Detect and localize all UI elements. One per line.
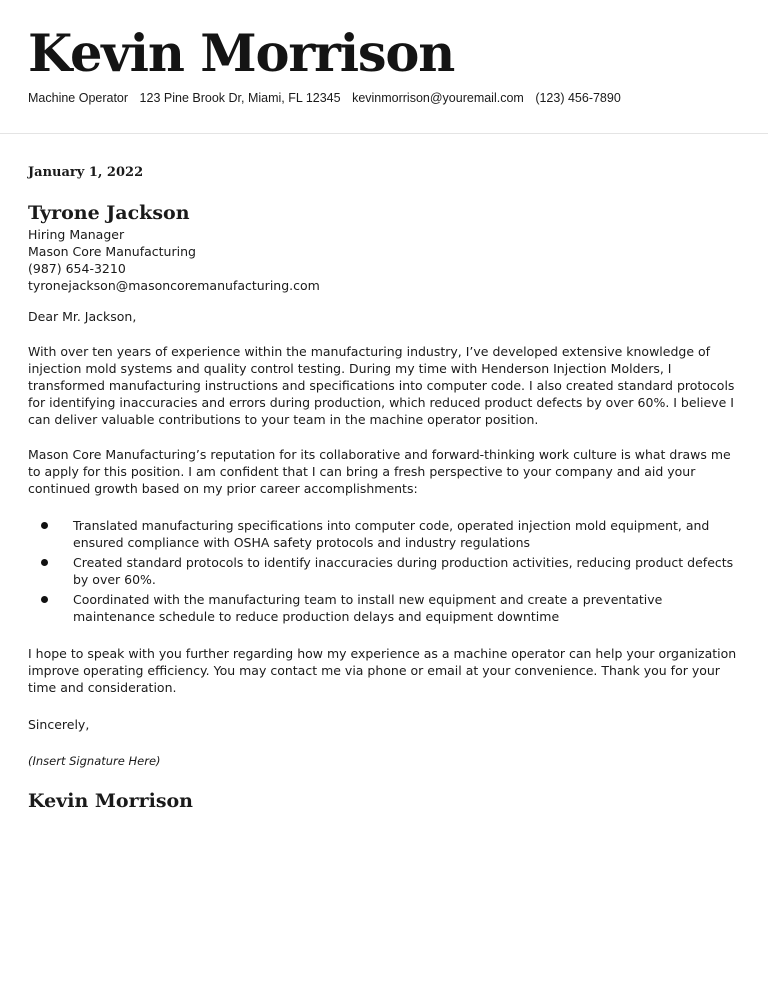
list-item-text: Created standard protocols to identify inaccuracies during production activities, reducing product defects by over 60%.	[73, 555, 734, 587]
signature-placeholder: (Insert Signature Here)	[28, 754, 161, 768]
list-item	[28, 554, 738, 588]
recipient-company: Mason Core Manufacturing	[28, 244, 196, 259]
bullet-icon	[41, 522, 48, 529]
paragraph-intro: With over ten years of experience within the manufacturing industry, I’ve developed extensive knowledge of injection mold systems and quality control testing. During my time with Henderson Injection Molders, I transformed manufacturing instructions and specifications into computer code. I also created standard protocols for identifying inaccuracies and errors during production, which reduced product defects by over 60%. I believe I can deliver valuable contributions to your team in the machine operator position.	[28, 344, 735, 427]
recipient-block	[28, 200, 738, 294]
list-item-text: Coordinated with the manufacturing team to install new equipment and create a preventative maintenance schedule to reduce production delays and equipment downtime	[73, 592, 663, 624]
paragraph-closing: I hope to speak with you further regarding how my experience as a machine operator can help your organization improve operating efficiency. You may contact me via phone or email at your convenience. Thank you for your time and consideration.	[28, 646, 737, 695]
sender-name: Kevin Morrison	[28, 24, 455, 84]
sender-contact-line	[28, 89, 621, 107]
sender-address: 123 Pine Brook Dr, Miami, FL 12345	[139, 91, 341, 105]
closing-word: Sincerely,	[28, 717, 90, 732]
recipient-title: Hiring Manager	[28, 227, 125, 242]
recipient-email: tyronejackson@masoncoremanufacturing.com	[28, 278, 320, 293]
sender-title: Machine Operator	[28, 91, 129, 105]
list-item	[28, 591, 738, 625]
letter-body	[28, 160, 738, 814]
letter-header	[0, 0, 768, 134]
list-item	[28, 517, 738, 551]
salutation: Dear Mr. Jackson,	[28, 309, 137, 324]
bullet-icon	[41, 596, 48, 603]
list-item-text: Translated manufacturing specifications into computer code, operated injection mold equipment, and ensured compliance with OSHA safety protocols and industry regulations	[73, 518, 710, 550]
signer-name: Kevin Morrison	[28, 790, 193, 812]
recipient-name: Tyrone Jackson	[28, 202, 190, 224]
bullet-icon	[41, 559, 48, 566]
recipient-phone: (987) 654-3210	[28, 261, 126, 276]
sender-email: kevinmorrison@youremail.com	[352, 91, 524, 105]
sender-phone: (123) 456-7890	[535, 91, 621, 105]
letter-date: January 1, 2022	[28, 165, 144, 180]
paragraph-motivation: Mason Core Manufacturing’s reputation for its collaborative and forward-thinking work culture is what draws me to apply for this position. I am confident that I can bring a fresh perspective to your company and aid your continued growth based on my prior career accomplishments:	[28, 447, 731, 496]
accomplishments-list	[28, 517, 738, 625]
